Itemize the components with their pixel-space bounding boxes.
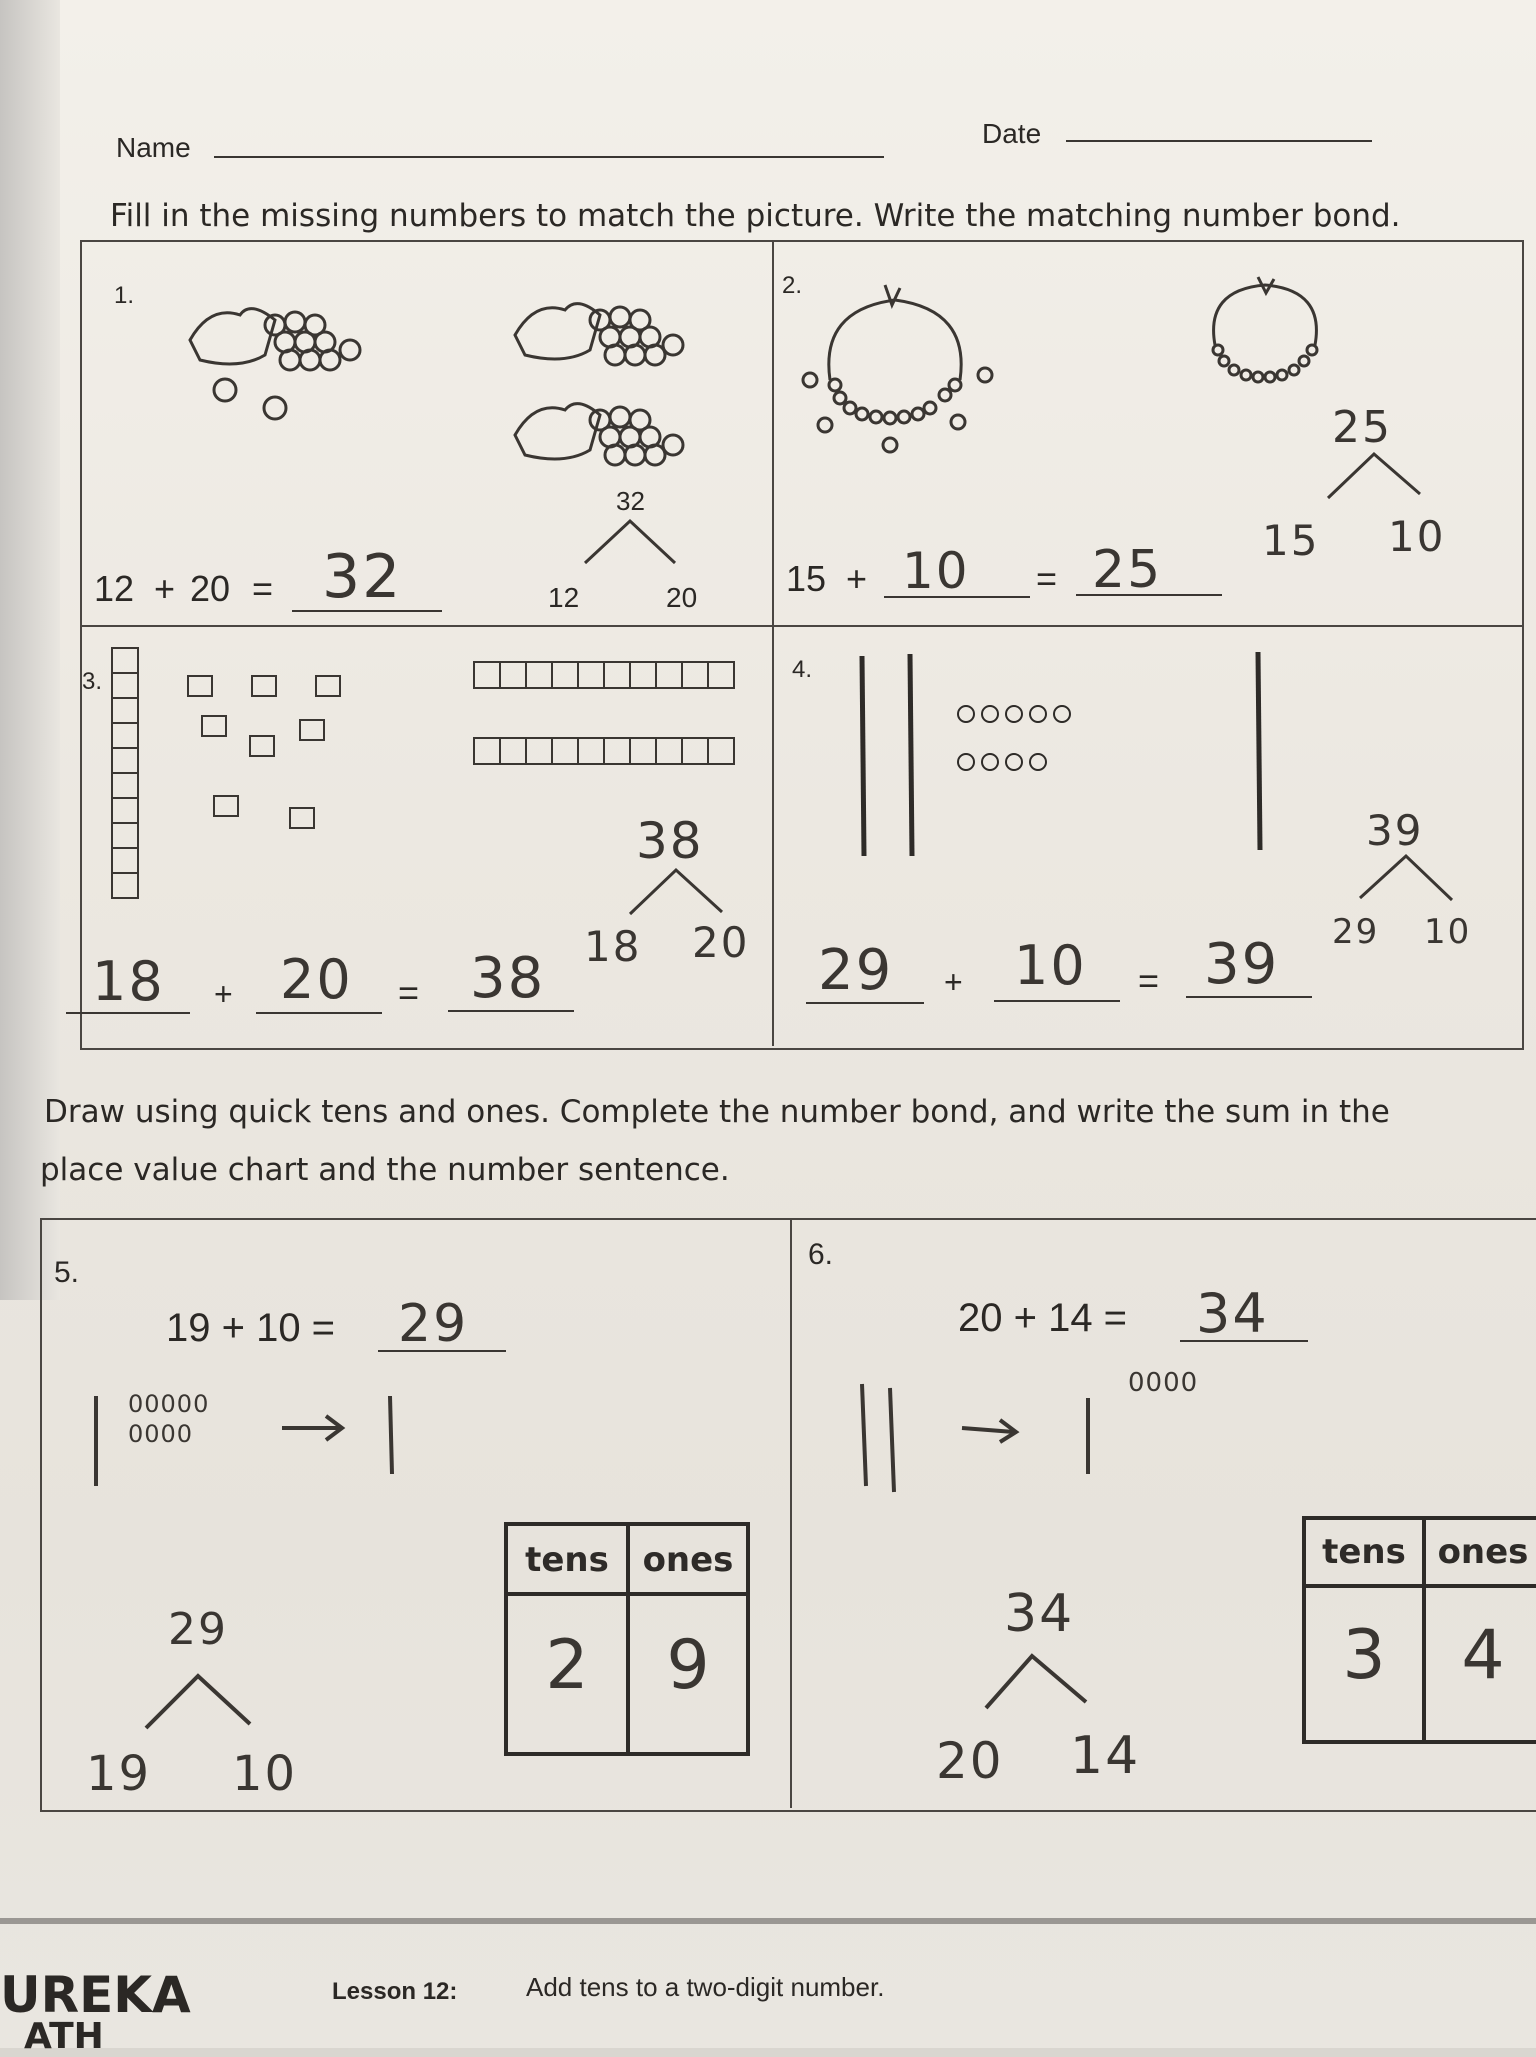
p2-equals: =	[1036, 558, 1058, 599]
p1-bond-left: 12	[548, 582, 580, 613]
p2-addend-a: 15	[786, 558, 827, 599]
p4-addend-a: 29	[818, 938, 894, 1003]
p1-bond-right: 20	[666, 582, 698, 613]
p4-bond-left: 29	[1332, 912, 1380, 952]
problem-2-number: 2.	[782, 272, 803, 299]
grape-cluster-icon	[180, 280, 380, 430]
p3-addend-b: 20	[280, 948, 353, 1011]
p3-addend-a: 18	[92, 950, 165, 1013]
grid-divider-horizontal	[80, 625, 1522, 627]
number-bond-lines	[982, 1652, 1092, 1712]
p5-place-value-chart	[504, 1522, 750, 1756]
p3-plus: +	[214, 976, 233, 1012]
p4-bond-right: 10	[1424, 912, 1472, 952]
problem-5-number: 5.	[54, 1256, 80, 1289]
problem-3-number: 3.	[82, 668, 103, 695]
p6-ones-drawn: 0000	[1128, 1368, 1199, 1398]
instructions-part2-line1: Draw using quick tens and ones. Complete the number bond, and write the sum in the	[44, 1094, 1390, 1130]
p2-bond-left: 15	[1262, 516, 1320, 565]
p6-bond-left: 20	[936, 1732, 1004, 1790]
quick-tens-drawing	[850, 1380, 1100, 1500]
p5-answer: 29	[398, 1294, 469, 1354]
p6-ones-header: ones	[1437, 1532, 1529, 1572]
p2-bond-whole: 25	[1332, 402, 1392, 453]
p2-bond-right: 10	[1388, 512, 1446, 561]
lesson-label: Lesson 12:	[332, 1978, 458, 2005]
p5-ones-drawn-row1: 00000	[128, 1390, 210, 1418]
p6-tens-value[interactable]: 3	[1342, 1616, 1386, 1695]
p3-answer: 38	[470, 946, 546, 1011]
footer-rule	[0, 1918, 1536, 1924]
bead-necklace-icon	[800, 280, 1000, 460]
name-label: Name	[116, 132, 191, 163]
p1-plus: +	[154, 568, 176, 609]
p3-bond-left: 18	[584, 922, 642, 971]
instructions-part2-line2: place value chart and the number sentence.	[40, 1152, 730, 1188]
p1-answer: 32	[322, 542, 403, 612]
p4-answer: 39	[1204, 932, 1280, 997]
p5-tens-value[interactable]: 2	[545, 1626, 589, 1705]
p3-bond-right: 20	[692, 918, 750, 967]
p4-plus: +	[944, 964, 963, 1000]
p3-equals: =	[398, 972, 420, 1013]
problem-6-number: 6.	[808, 1238, 834, 1271]
problem-4-number: 4.	[792, 656, 813, 683]
p4-addend-b: 10	[1014, 934, 1087, 997]
number-bond-lines	[628, 868, 728, 918]
p1-bond-whole: 32	[616, 486, 645, 516]
grid-divider-vertical	[772, 240, 774, 1046]
name-line[interactable]	[214, 156, 884, 158]
p5-equation: 19 + 10 =	[166, 1306, 336, 1350]
base-ten-blocks-icon	[110, 644, 390, 904]
p6-equation: 20 + 14 =	[958, 1296, 1128, 1340]
grape-cluster-icon	[505, 280, 705, 480]
number-bond-lines	[1326, 450, 1426, 500]
base-ten-rods-icon	[472, 658, 742, 768]
p6-place-value-chart	[1302, 1516, 1536, 1744]
p2-plus: +	[846, 558, 868, 599]
p6-tens-header: tens	[1322, 1532, 1406, 1572]
bead-necklace-icon	[1200, 275, 1340, 415]
p5-ones-header: ones	[642, 1540, 734, 1580]
date-label: Date	[982, 118, 1042, 149]
p1-equals: =	[252, 568, 274, 609]
p4-equals: =	[1138, 960, 1160, 1001]
problem-1-number: 1.	[114, 282, 135, 309]
p6-bond-whole: 34	[1004, 1584, 1075, 1644]
p3-bond-whole: 38	[636, 812, 704, 870]
date-line[interactable]	[1066, 140, 1372, 142]
grid-divider-vertical	[790, 1218, 792, 1808]
number-bond-lines	[580, 518, 680, 568]
p2-answer: 25	[1092, 540, 1163, 600]
number-bond-lines	[1356, 852, 1456, 902]
instructions-part1: Fill in the missing numbers to match the picture. Write the matching number bond.	[110, 198, 1401, 234]
p1-addend-a: 12	[94, 568, 135, 609]
p3-blank-b-line[interactable]	[256, 1012, 382, 1014]
number-bond-lines	[142, 1672, 252, 1732]
p5-ones-drawn-row2: 0000	[128, 1420, 194, 1448]
p4-blank-b-line[interactable]	[994, 1000, 1120, 1002]
p6-ones-value[interactable]: 4	[1461, 1616, 1505, 1695]
p2-addend-b: 10	[902, 542, 970, 600]
p5-bond-right: 10	[232, 1746, 298, 1802]
p5-bond-whole: 29	[168, 1604, 228, 1655]
p4-bond-whole: 39	[1366, 806, 1424, 855]
tens-and-ones-drawing	[850, 650, 1270, 860]
eureka-math-logo: UREKA	[0, 1966, 191, 2024]
lesson-title: Add tens to a two-digit number.	[526, 1972, 885, 2002]
p6-answer: 34	[1196, 1282, 1269, 1345]
eureka-math-logo-line2: ATH	[24, 2016, 104, 2057]
p1-addend-b: 20	[190, 568, 231, 609]
p5-tens-header: tens	[525, 1540, 609, 1580]
p6-bond-right: 14	[1070, 1726, 1141, 1786]
pv-header-divider	[1306, 1584, 1536, 1588]
p5-bond-left: 19	[86, 1746, 152, 1802]
p5-ones-value[interactable]: 9	[666, 1626, 710, 1705]
